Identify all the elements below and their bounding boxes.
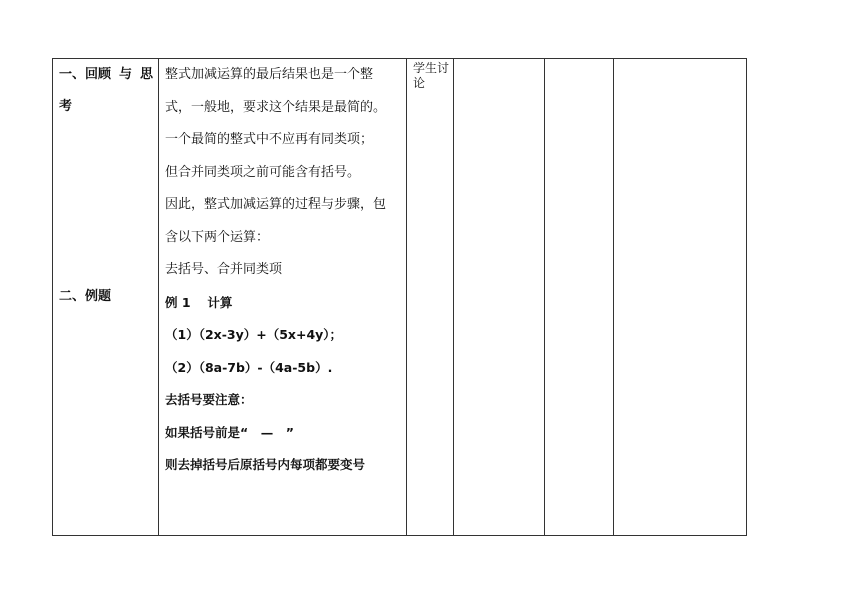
- content-line: 一个最简的整式中不应再有同类项；: [165, 132, 374, 147]
- activity-text: 学生讨论: [413, 61, 450, 90]
- example-line: 如果括号前是“ — ”: [165, 424, 294, 440]
- content-line: 因此，整式加减运算的过程与步骤，包: [165, 197, 387, 212]
- lesson-plan-table: [52, 58, 747, 536]
- empty-cell: [454, 59, 545, 536]
- example-line: （1）（2x-3y）+（5x+4y）；: [165, 327, 343, 342]
- example-line: 例 1 计算: [165, 294, 233, 310]
- section-review-title-part: 思: [139, 67, 153, 82]
- empty-cell: [545, 59, 614, 536]
- section-review-title-part: 与: [118, 67, 132, 82]
- content-line: 式，一般地，要求这个结果是最简的。: [165, 99, 387, 115]
- section-review-title-cont: 考: [59, 99, 73, 114]
- table-row: [53, 59, 747, 536]
- example-line: 则去掉括号后原括号内每项都要变号: [165, 457, 366, 472]
- activity-cell: [407, 59, 454, 536]
- content-line: 含以下两个运算：: [165, 229, 270, 245]
- content-block: [165, 59, 405, 482]
- section-example-heading: 二、例题: [59, 289, 112, 304]
- content-cell: [159, 59, 407, 536]
- section-review-title-part: 一、回顾: [59, 67, 112, 82]
- section-review-heading: [59, 59, 153, 123]
- example-line: 去括号要注意：: [165, 392, 253, 407]
- section-cell: [53, 59, 159, 536]
- content-line: 去括号、合并同类项: [165, 262, 283, 277]
- empty-cell: [614, 59, 747, 536]
- example-line: （2）（8a-7b）-（4a-5b）.: [165, 359, 333, 375]
- content-line: 但合并同类项之前可能含有括号。: [165, 164, 361, 180]
- content-line: 整式加减运算的最后结果也是一个整: [165, 67, 374, 82]
